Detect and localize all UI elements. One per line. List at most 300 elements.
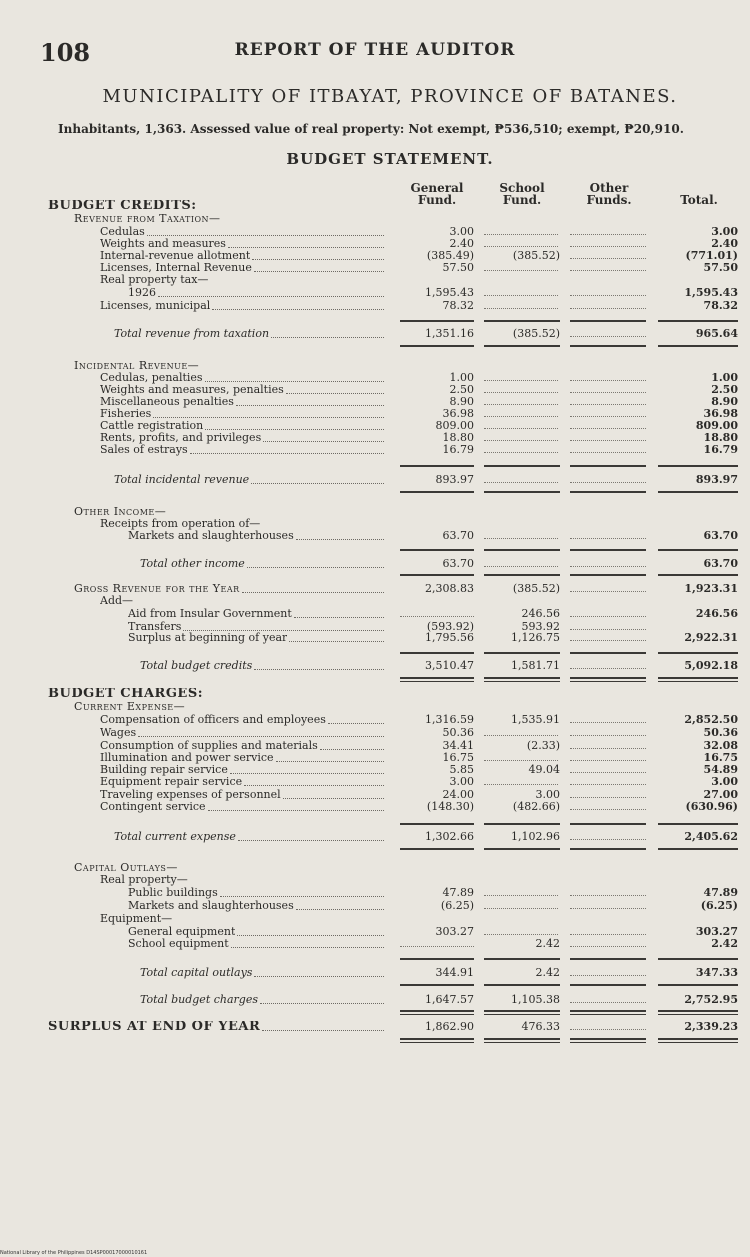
- empty-cell-dash: [570, 908, 646, 909]
- cell-school: (482.66): [512, 800, 560, 813]
- cell-total: 63.70: [703, 557, 738, 570]
- cell-total: 16.79: [703, 443, 738, 456]
- empty-cell-dash: [484, 308, 558, 309]
- cell-general: 344.91: [435, 966, 474, 979]
- empty-cell-dash: [484, 908, 558, 909]
- empty-cell-dash: [484, 538, 558, 539]
- total-rule: [484, 549, 560, 551]
- total-rule: [570, 491, 646, 493]
- empty-cell-dash: [570, 895, 646, 896]
- table-row: [0, 701, 750, 713]
- total-rule: [658, 681, 738, 682]
- table-row: [0, 913, 750, 925]
- row-label: Cedulas, penalties: [100, 372, 203, 384]
- total-rule: [570, 984, 646, 986]
- leader-dots: [205, 429, 384, 430]
- total-rule: [658, 652, 738, 654]
- row-label: Wages: [100, 727, 137, 739]
- leader-dots: [228, 247, 384, 248]
- empty-cell-dash: [484, 392, 558, 393]
- leader-dots: [212, 309, 384, 310]
- leader-dots: [208, 810, 384, 811]
- total-rule: [484, 652, 560, 654]
- total-rule: [658, 491, 738, 493]
- empty-cell-dash: [400, 946, 474, 947]
- cell-total: 2,922.31: [684, 631, 738, 644]
- cell-general: 78.32: [442, 299, 474, 312]
- empty-cell-dash: [570, 566, 646, 567]
- table-row: [0, 226, 750, 238]
- cell-total: 16.75: [703, 751, 738, 764]
- cell-general: 57.50: [442, 261, 474, 274]
- total-rule: [570, 823, 646, 825]
- empty-cell-dash: [484, 270, 558, 271]
- cell-total: (630.96): [685, 800, 738, 813]
- row-label: Current Expense—: [74, 701, 186, 713]
- total-rule: [484, 681, 560, 682]
- cell-total: (6.25): [700, 899, 738, 912]
- cell-general: 34.41: [442, 739, 474, 752]
- cell-total: 347.33: [695, 966, 738, 979]
- cell-general: 3.00: [449, 775, 474, 788]
- row-label: Total incidental revenue: [114, 474, 250, 486]
- empty-cell-dash: [484, 380, 558, 381]
- cell-total: 78.32: [703, 299, 738, 312]
- empty-cell-dash: [484, 404, 558, 405]
- leader-dots: [283, 798, 384, 799]
- cell-general: 2.40: [449, 237, 474, 250]
- total-rule: [658, 549, 738, 551]
- total-rule: [400, 549, 474, 551]
- empty-cell-dash: [570, 1002, 646, 1003]
- table-row: [0, 660, 750, 672]
- total-rule: [570, 345, 646, 347]
- row-label: Aid from Insular Government: [128, 608, 292, 620]
- empty-cell-dash: [570, 428, 646, 429]
- row-label: Contingent service: [100, 801, 206, 813]
- total-rule: [570, 1010, 646, 1012]
- leader-dots: [296, 539, 384, 540]
- row-label: Other Income—: [74, 506, 167, 518]
- empty-cell-dash: [484, 295, 558, 296]
- total-rule: [658, 677, 738, 679]
- leader-dots: [183, 630, 384, 631]
- leader-dots: [251, 483, 384, 484]
- total-rule: [484, 465, 560, 467]
- total-rule: [570, 1014, 646, 1015]
- table-row: [0, 213, 750, 225]
- cell-school: 246.56: [521, 607, 560, 620]
- empty-cell-dash: [570, 440, 646, 441]
- row-label: Fisheries: [100, 408, 152, 420]
- row-label: Markets and slaughterhouses: [128, 530, 294, 542]
- row-label: 1926: [128, 287, 156, 299]
- cell-general: 1,647.57: [425, 993, 474, 1006]
- table-row: [0, 887, 750, 899]
- row-label: Gross Revenue for the Year: [74, 583, 240, 595]
- cell-school: 1,126.75: [511, 631, 560, 644]
- table-row: [0, 444, 750, 456]
- column-header-school: School Fund.: [499, 181, 545, 207]
- cell-total: 3.00: [711, 225, 738, 238]
- table-row: [0, 360, 750, 372]
- row-label: Weights and measures, penalties: [100, 384, 284, 396]
- table-row: [0, 558, 750, 570]
- total-rule: [570, 677, 646, 679]
- cell-general: 16.75: [442, 751, 474, 764]
- cell-general: 1,862.90: [425, 1020, 474, 1033]
- total-rule: [570, 1042, 646, 1043]
- total-rule: [658, 574, 738, 576]
- table-row: [0, 900, 750, 912]
- cell-general: 16.79: [442, 443, 474, 456]
- total-rule: [570, 652, 646, 654]
- cell-total: 2,852.50: [684, 713, 738, 726]
- leader-dots: [153, 417, 384, 418]
- scan-footer: National Library of the Philippines D14SP00017000010161: [0, 1250, 148, 1256]
- table-row: [0, 764, 750, 776]
- empty-cell-dash: [570, 797, 646, 798]
- row-label: Transfers: [128, 621, 182, 633]
- total-rule: [570, 848, 646, 850]
- cell-total: 27.00: [703, 788, 738, 801]
- total-rule: [484, 1010, 560, 1012]
- total-rule: [400, 848, 474, 850]
- total-rule: [658, 958, 738, 960]
- total-rule: [400, 652, 474, 654]
- cell-school: 1,102.96: [511, 830, 560, 843]
- empty-cell-dash: [484, 760, 558, 761]
- cell-total: 893.97: [695, 473, 738, 486]
- total-rule: [400, 1042, 474, 1043]
- cell-general: 1,302.66: [425, 830, 474, 843]
- cell-total: 50.36: [703, 726, 738, 739]
- total-rule: [484, 823, 560, 825]
- empty-cell-dash: [570, 336, 646, 337]
- cell-total: 2,339.23: [684, 1020, 738, 1033]
- total-rule: [484, 1038, 560, 1040]
- empty-cell-dash: [570, 934, 646, 935]
- empty-cell-dash: [570, 246, 646, 247]
- table-row: [0, 874, 750, 886]
- total-rule: [658, 1042, 738, 1043]
- empty-cell-dash: [570, 629, 646, 630]
- total-rule: [658, 1038, 738, 1040]
- total-rule: [484, 1014, 560, 1015]
- table-row: [0, 801, 750, 813]
- leader-dots: [328, 723, 384, 724]
- empty-cell-dash: [570, 839, 646, 840]
- total-rule: [484, 320, 560, 322]
- empty-cell-dash: [570, 640, 646, 641]
- total-rule: [658, 465, 738, 467]
- total-rule: [658, 984, 738, 986]
- total-rule: [570, 958, 646, 960]
- cell-total: 2.40: [711, 237, 738, 250]
- leader-dots: [289, 641, 384, 642]
- empty-cell-dash: [400, 616, 474, 617]
- row-label: BUDGET CREDITS:: [48, 200, 197, 212]
- empty-cell-dash: [484, 895, 558, 896]
- cell-general: 5.85: [449, 763, 474, 776]
- row-label: Total current expense: [114, 831, 236, 843]
- empty-cell-dash: [484, 934, 558, 935]
- row-label: Capital Outlays—: [74, 862, 178, 874]
- leader-dots: [138, 736, 384, 737]
- empty-cell-dash: [570, 1029, 646, 1030]
- cell-total: 1,923.31: [684, 582, 738, 595]
- cell-general: 1,316.59: [425, 713, 474, 726]
- table-row: [0, 474, 750, 486]
- cell-general: 18.80: [442, 431, 474, 444]
- row-label: Traveling expenses of personnel: [100, 789, 281, 801]
- empty-cell-dash: [570, 270, 646, 271]
- cell-school: 2.42: [535, 937, 560, 950]
- empty-cell-dash: [570, 748, 646, 749]
- empty-cell-dash: [570, 538, 646, 539]
- total-rule: [484, 345, 560, 347]
- row-label: Equipment repair service: [100, 776, 243, 788]
- cell-total: 809.00: [695, 419, 738, 432]
- empty-cell-dash: [484, 452, 558, 453]
- leader-dots: [220, 896, 384, 897]
- row-label: Weights and measures: [100, 238, 226, 250]
- row-label: General equipment: [128, 926, 236, 938]
- table-row: [0, 328, 750, 340]
- cell-total: 54.89: [703, 763, 738, 776]
- cell-general: (148.30): [426, 800, 474, 813]
- cell-total: 1.00: [711, 371, 738, 384]
- row-label: Cedulas: [100, 226, 145, 238]
- row-label: Miscellaneous penalties: [100, 396, 234, 408]
- total-rule: [484, 848, 560, 850]
- table-row: [0, 595, 750, 607]
- cell-general: 303.27: [435, 925, 474, 938]
- leader-dots: [260, 1003, 384, 1004]
- empty-cell-dash: [484, 566, 558, 567]
- table-row: [0, 714, 750, 726]
- total-rule: [400, 320, 474, 322]
- cell-general: 47.89: [442, 886, 474, 899]
- cell-total: 36.98: [703, 407, 738, 420]
- total-rule: [658, 848, 738, 850]
- empty-cell-dash: [570, 392, 646, 393]
- table-row: [0, 831, 750, 843]
- table-row: [0, 727, 750, 739]
- cell-total: 8.90: [711, 395, 738, 408]
- row-label: Building repair service: [100, 764, 228, 776]
- total-rule: [484, 984, 560, 986]
- total-rule: [400, 1014, 474, 1015]
- total-rule: [400, 823, 474, 825]
- cell-total: 1,595.43: [684, 286, 738, 299]
- table-row: [0, 300, 750, 312]
- table-row: [0, 518, 750, 530]
- total-rule: [400, 984, 474, 986]
- table-row: [0, 372, 750, 384]
- table-row: [0, 688, 750, 700]
- empty-cell-dash: [570, 404, 646, 405]
- table-row: [0, 432, 750, 444]
- table-row: [0, 384, 750, 396]
- empty-cell-dash: [484, 246, 558, 247]
- leader-dots: [254, 271, 384, 272]
- table-row: [0, 396, 750, 408]
- table-row: [0, 583, 750, 595]
- table-row: [0, 789, 750, 801]
- cell-school: 49.04: [528, 763, 560, 776]
- table-row: [0, 420, 750, 432]
- row-label: Equipment—: [100, 913, 173, 925]
- table-row: [0, 274, 750, 286]
- cell-total: 2,405.62: [684, 830, 738, 843]
- row-label: Total budget charges: [140, 994, 258, 1006]
- cell-general: 36.98: [442, 407, 474, 420]
- cell-general: 50.36: [442, 726, 474, 739]
- empty-cell-dash: [570, 809, 646, 810]
- table-row: [0, 408, 750, 420]
- leader-dots: [247, 567, 384, 568]
- table-row: [0, 238, 750, 250]
- leader-dots: [244, 785, 384, 786]
- empty-cell-dash: [484, 416, 558, 417]
- cell-general: 1,351.16: [425, 327, 474, 340]
- empty-cell-dash: [570, 616, 646, 617]
- cell-general: 3,510.47: [425, 659, 474, 672]
- page-number: 108: [40, 38, 91, 67]
- row-label: Consumption of supplies and materials: [100, 740, 318, 752]
- empty-cell-dash: [570, 258, 646, 259]
- running-head: REPORT OF THE AUDITOR: [234, 40, 516, 60]
- total-rule: [400, 574, 474, 576]
- cell-total: 2.50: [711, 383, 738, 396]
- total-rule: [570, 320, 646, 322]
- column-header-other: Other Funds.: [586, 181, 632, 207]
- row-label: SURPLUS AT END OF YEAR: [48, 1021, 261, 1033]
- table-row: [0, 250, 750, 262]
- total-rule: [400, 345, 474, 347]
- empty-cell-dash: [570, 735, 646, 736]
- page-title: MUNICIPALITY OF ITBAYAT, PROVINCE OF BATANES.: [102, 86, 678, 107]
- row-label: Incidental Revenue—: [74, 360, 200, 372]
- leader-dots: [158, 296, 384, 297]
- empty-cell-dash: [570, 308, 646, 309]
- empty-cell-dash: [484, 735, 558, 736]
- cell-school: (385.52): [512, 582, 560, 595]
- leader-dots: [320, 749, 384, 750]
- leader-dots: [237, 935, 384, 936]
- leader-dots: [262, 1030, 384, 1031]
- cell-total: 2.42: [711, 937, 738, 950]
- leader-dots: [238, 840, 384, 841]
- cell-general: 1.00: [449, 371, 474, 384]
- empty-cell-dash: [570, 416, 646, 417]
- empty-cell-dash: [570, 722, 646, 723]
- leader-dots: [263, 441, 384, 442]
- cell-general: 2,308.83: [425, 582, 474, 595]
- cell-total: 18.80: [703, 431, 738, 444]
- row-label: Revenue from Taxation—: [74, 213, 221, 225]
- total-rule: [400, 958, 474, 960]
- leader-dots: [286, 393, 384, 394]
- cell-total: 246.56: [695, 607, 738, 620]
- table-row: [0, 967, 750, 979]
- row-label: BUDGET CHARGES:: [48, 688, 204, 700]
- cell-school: (2.33): [526, 739, 560, 752]
- leader-dots: [231, 947, 384, 948]
- cell-general: 63.70: [442, 529, 474, 542]
- cell-total: (771.01): [685, 249, 738, 262]
- empty-cell-dash: [570, 234, 646, 235]
- row-label: Total other income: [140, 558, 245, 570]
- cell-school: 593.92: [521, 620, 560, 633]
- total-rule: [484, 491, 560, 493]
- cell-school: 1,105.38: [511, 993, 560, 1006]
- table-row: [0, 506, 750, 518]
- column-header-general: General Fund.: [410, 181, 464, 207]
- table-row: [0, 262, 750, 274]
- row-label: Receipts from operation of—: [100, 518, 261, 530]
- cell-general: 809.00: [435, 419, 474, 432]
- cell-school: 1,581.71: [511, 659, 560, 672]
- cell-school: (385.52): [512, 249, 560, 262]
- cell-total: 47.89: [703, 886, 738, 899]
- table-row: [0, 776, 750, 788]
- row-label: Total capital outlays: [140, 967, 253, 979]
- empty-cell-dash: [484, 440, 558, 441]
- total-rule: [570, 549, 646, 551]
- cell-general: 1,795.56: [425, 631, 474, 644]
- row-label: Compensation of officers and employees: [100, 714, 326, 726]
- total-rule: [400, 465, 474, 467]
- cell-school: 476.33: [521, 1020, 560, 1033]
- cell-general: (385.49): [426, 249, 474, 262]
- cell-school: 1,535.91: [511, 713, 560, 726]
- row-label: Licenses, municipal: [100, 300, 211, 312]
- cell-general: 8.90: [449, 395, 474, 408]
- total-rule: [400, 1010, 474, 1012]
- cell-general: 24.00: [442, 788, 474, 801]
- total-rule: [570, 574, 646, 576]
- empty-cell-dash: [570, 668, 646, 669]
- row-label: Cattle registration: [100, 420, 204, 432]
- cell-total: 5,092.18: [684, 659, 738, 672]
- row-label: Real property—: [100, 874, 188, 886]
- total-rule: [484, 677, 560, 679]
- leader-dots: [252, 259, 384, 260]
- row-label: Surplus at beginning of year: [128, 632, 288, 644]
- row-label: Markets and slaughterhouses: [128, 900, 294, 912]
- cell-total: 965.64: [695, 327, 738, 340]
- leader-dots: [294, 617, 384, 618]
- leader-dots: [276, 761, 384, 762]
- empty-cell-dash: [570, 591, 646, 592]
- empty-cell-dash: [570, 946, 646, 947]
- row-label: Illumination and power service: [100, 752, 274, 764]
- table-row: [0, 994, 750, 1006]
- statement-heading: BUDGET STATEMENT.: [286, 150, 494, 168]
- cell-general: 63.70: [442, 557, 474, 570]
- cell-total: 303.27: [695, 925, 738, 938]
- total-rule: [400, 491, 474, 493]
- total-rule: [400, 677, 474, 679]
- cell-total: 57.50: [703, 261, 738, 274]
- row-label: Total revenue from taxation: [114, 328, 270, 340]
- table-row: [0, 1021, 750, 1033]
- total-rule: [570, 681, 646, 682]
- table-row: [0, 752, 750, 764]
- column-header-total: Total.: [680, 193, 718, 207]
